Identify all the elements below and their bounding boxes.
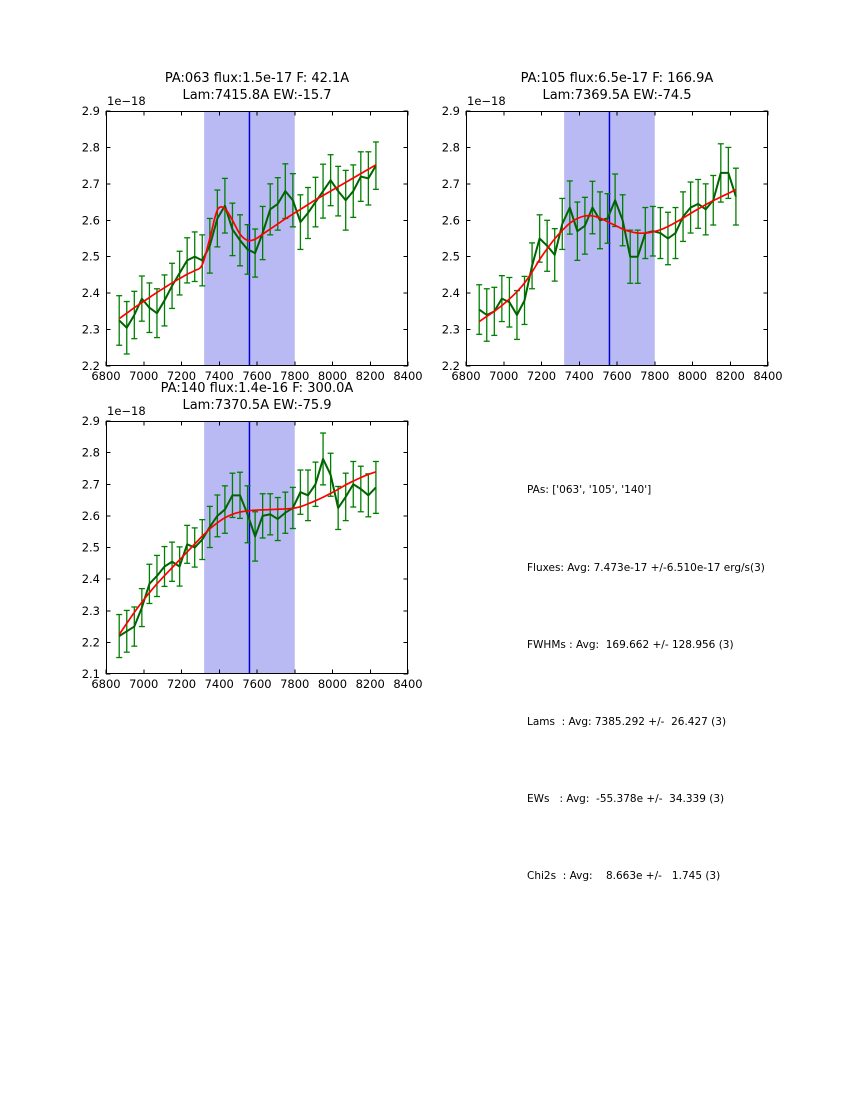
y-tick-label: 2.7: [81, 477, 100, 492]
y-tick-label: 2.9: [81, 414, 100, 428]
x-tick-label: 7400: [204, 369, 234, 383]
y-tick-label: 2.8: [441, 140, 460, 155]
y-tick-label: 2.9: [81, 104, 100, 118]
subplot-title-line2: Lam:7370.5A EW:-75.9: [182, 398, 332, 413]
x-tick-label: 8200: [715, 369, 745, 383]
y-tick-label: 2.5: [441, 249, 460, 264]
subplot-title-pa063: [106, 70, 408, 104]
y-tick-label: 2.5: [81, 540, 100, 555]
y-tick-label: 2.2: [81, 635, 100, 650]
y-tick-label: 2.7: [441, 176, 460, 191]
x-tick-label: 7400: [204, 677, 234, 691]
x-tick-label: 7000: [129, 677, 159, 691]
x-tick-label: 7800: [280, 677, 310, 691]
y-tick-label: 2.2: [81, 359, 100, 373]
x-tick-label: 8000: [317, 369, 348, 383]
stats-line-lams: Lams : Avg: 7385.292 +/- 26.427 (3): [527, 715, 727, 728]
stats-panel: [527, 427, 765, 941]
y-tick-label: 2.7: [81, 176, 100, 191]
subplot-title-line1: PA:140 flux:1.4e-16 F: 300.0A: [160, 381, 354, 396]
subplot-title-pa140: [106, 380, 408, 414]
subplot-title-line2: Lam:7415.8A EW:-15.7: [182, 88, 332, 103]
y-tick-label: 2.4: [441, 286, 460, 301]
subplot-title-pa105: [466, 70, 768, 104]
stats-line-ews: EWs : Avg: -55.378e +/- 34.339 (3): [527, 792, 725, 805]
y-tick-label: 2.8: [81, 140, 100, 155]
stats-line-chi2s: Chi2s : Avg: 8.663e +/- 1.745 (3): [527, 869, 721, 882]
x-tick-label: 8000: [677, 369, 708, 383]
x-tick-label: 7600: [242, 369, 272, 383]
y-tick-label: 2.4: [81, 286, 100, 301]
x-tick-label: 6800: [91, 369, 121, 383]
x-tick-label: 6800: [451, 369, 481, 383]
x-tick-label: 8400: [753, 369, 783, 383]
y-tick-label: 2.1: [81, 667, 100, 681]
x-tick-label: 7200: [166, 369, 197, 383]
y-axis-offset-label: 1e−18: [107, 94, 146, 108]
y-tick-label: 2.6: [441, 213, 460, 228]
y-tick-label: 2.3: [81, 322, 100, 337]
stats-line-fwhms: FWHMs : Avg: 169.662 +/- 128.956 (3): [527, 638, 734, 651]
x-tick-label: 7800: [640, 369, 670, 383]
x-tick-label: 8200: [355, 369, 385, 383]
x-tick-label: 8400: [393, 369, 423, 383]
y-tick-label: 2.3: [441, 322, 460, 337]
x-tick-label: 7400: [564, 369, 594, 383]
x-tick-label: 6800: [91, 677, 121, 691]
plot-area-pa063: [81, 104, 423, 383]
y-tick-label: 2.4: [81, 572, 100, 587]
x-tick-label: 7800: [280, 369, 310, 383]
y-tick-label: 2.8: [81, 445, 100, 460]
x-tick-label: 7600: [242, 677, 272, 691]
x-tick-label: 7200: [166, 677, 197, 691]
subplot-title-line1: PA:063 flux:1.5e-17 F: 42.1A: [164, 71, 350, 86]
subplot-title-line1: PA:105 flux:6.5e-17 F: 166.9A: [520, 71, 714, 86]
y-tick-label: 2.9: [441, 104, 460, 118]
x-tick-label: 7600: [602, 369, 632, 383]
x-tick-label: 8400: [393, 677, 423, 691]
plot-area-pa140: [81, 414, 423, 691]
y-tick-label: 2.6: [81, 508, 100, 523]
subplot-title-line2: Lam:7369.5A EW:-74.5: [542, 88, 692, 103]
y-tick-label: 2.2: [441, 359, 460, 373]
stats-line-pas: PAs: ['063', '105', '140']: [527, 484, 652, 497]
y-axis-offset-label: 1e−18: [467, 94, 506, 108]
x-tick-label: 7000: [129, 369, 159, 383]
x-tick-label: 8000: [317, 677, 348, 691]
x-tick-label: 8200: [355, 677, 385, 691]
x-tick-label: 7200: [526, 369, 557, 383]
stats-line-fluxes: Fluxes: Avg: 7.473e-17 +/-6.510e-17 erg/s(3): [527, 561, 765, 574]
y-tick-label: 2.3: [81, 603, 100, 618]
plot-area-pa105: [441, 104, 783, 383]
y-tick-label: 2.5: [81, 249, 100, 264]
y-tick-label: 2.6: [81, 213, 100, 228]
y-axis-offset-label: 1e−18: [107, 404, 146, 418]
x-tick-label: 7000: [489, 369, 519, 383]
